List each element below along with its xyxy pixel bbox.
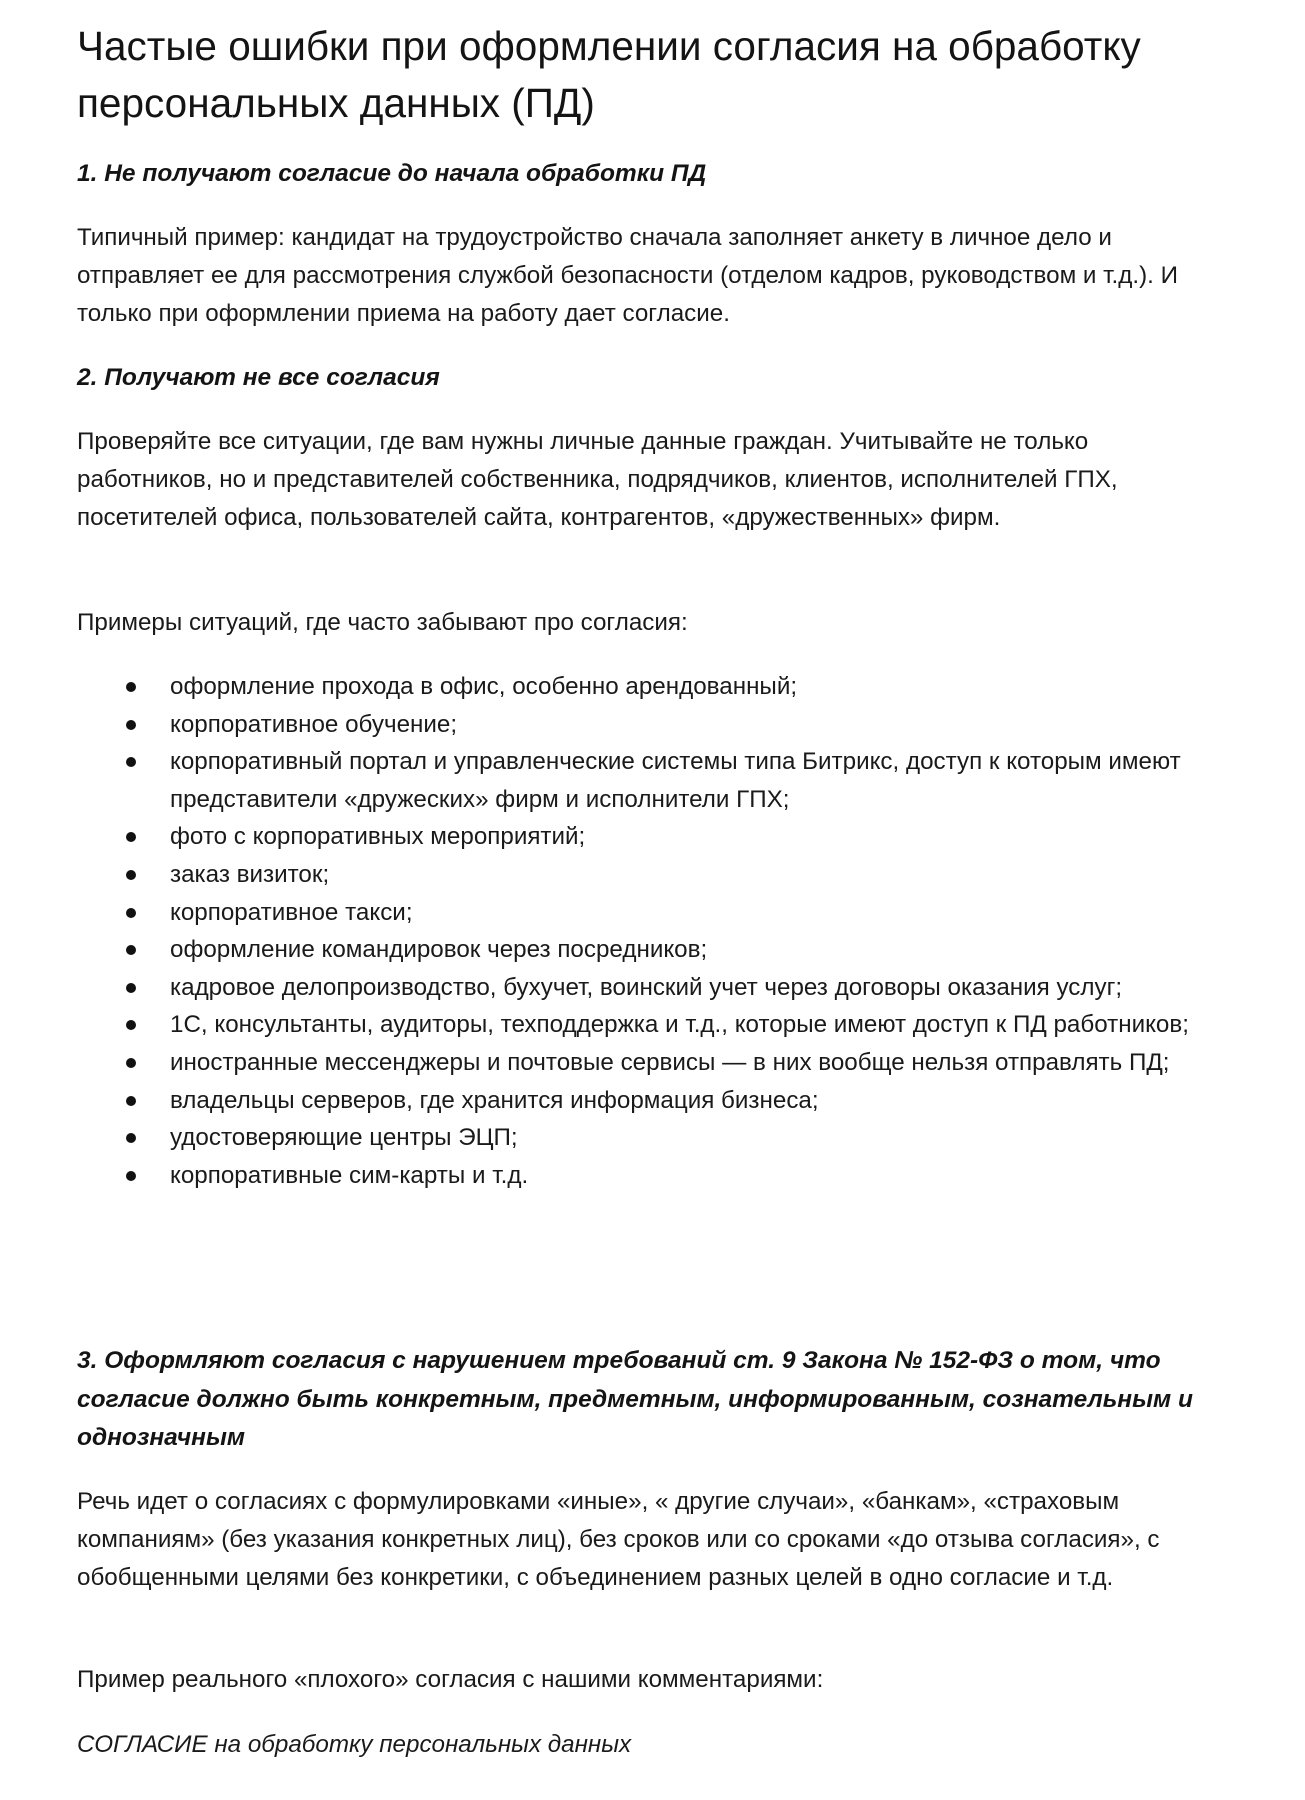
section-3-heading: 3. Оформляют согласия с нарушением требований ст. 9 Закона № 152-ФЗ о том, что согласие должно быть конкретным, предметным, информированным, сознательным и однозначным [77,1347,1193,1451]
forgotten-situations-list [77,668,1227,1194]
list-item: корпоративное такси; [77,894,1227,932]
section-2-paragraph: Проверяйте все ситуации, где вам нужны личные данные граждан. Учитывайте не только работников, но и представителей собственника, подрядчиков, клиентов, исполнителей ГПХ, посетителей офиса, пользователей сайта, контрагентов, «дружественных» фирм. [77,428,1118,531]
bullet-icon [126,870,136,880]
bullet-icon [126,983,136,993]
bullet-icon [126,1058,136,1068]
list-item: кадровое делопроизводство, бухучет, воинский учет через договоры оказания услуг; [77,969,1227,1007]
document-title: Частые ошибки при оформлении согласия на обработку персональных данных (ПД) [77,23,1141,126]
list-item: удостоверяющие центры ЭЦП; [77,1119,1227,1157]
list-item: фото с корпоративных мероприятий; [77,818,1227,856]
section-2-list-intro: Примеры ситуаций, где часто забывают про согласия: [77,609,688,636]
list-item: корпоративный портал и управленческие системы типа Битрикс, доступ к которым имеют представители «дружеских» фирм и исполнители ГПХ; [77,743,1227,818]
bullet-icon [126,720,136,730]
section-1-paragraph: Типичный пример: кандидат на трудоустройство сначала заполняет анкету в личное дело и отправляет ее для рассмотрения службой безопасности (отделом кадров, руководством и т.д.). И только при оформлении приема на работу дает согласие. [77,224,1178,327]
bullet-icon [126,1171,136,1181]
bullet-icon [126,1133,136,1143]
list-item: 1С, консультанты, аудиторы, техподдержка и т.д., которые имеют доступ к ПД работников; [77,1006,1227,1044]
bullet-icon [126,757,136,767]
list-item: заказ визиток; [77,856,1227,894]
list-item: иностранные мессенджеры и почтовые сервисы — в них вообще нельзя отправлять ПД; [77,1044,1227,1082]
list-item: корпоративные сим-карты и т.д. [77,1157,1227,1195]
bullet-icon [126,945,136,955]
bullet-icon [126,908,136,918]
bullet-icon [126,682,136,692]
section-3-paragraph: Речь идет о согласиях с формулировками «иные», « другие случаи», «банкам», «страховым компаниям» (без указания конкретных лиц), без сроков или со сроками «до отзыва согласия», с обобщенными целями без конкретики, с объединением разных целей в одно согласие и т.д. [77,1488,1160,1591]
bullet-icon [126,1020,136,1030]
section-2-heading: 2. Получают не все согласия [77,364,440,391]
list-item: оформление командировок через посредников; [77,931,1227,969]
bullet-icon [126,832,136,842]
section-1-heading: 1. Не получают согласие до начала обработки ПД [77,160,707,187]
list-item: корпоративное обучение; [77,706,1227,744]
section-3-example-intro: Пример реального «плохого» согласия с нашими комментариями: [77,1666,824,1693]
list-item: владельцы серверов, где хранится информация бизнеса; [77,1082,1227,1120]
list-item: оформление прохода в офис, особенно арендованный; [77,668,1227,706]
consent-form-title: СОГЛАСИЕ на обработку персональных данных [77,1731,632,1758]
bullet-icon [126,1096,136,1106]
